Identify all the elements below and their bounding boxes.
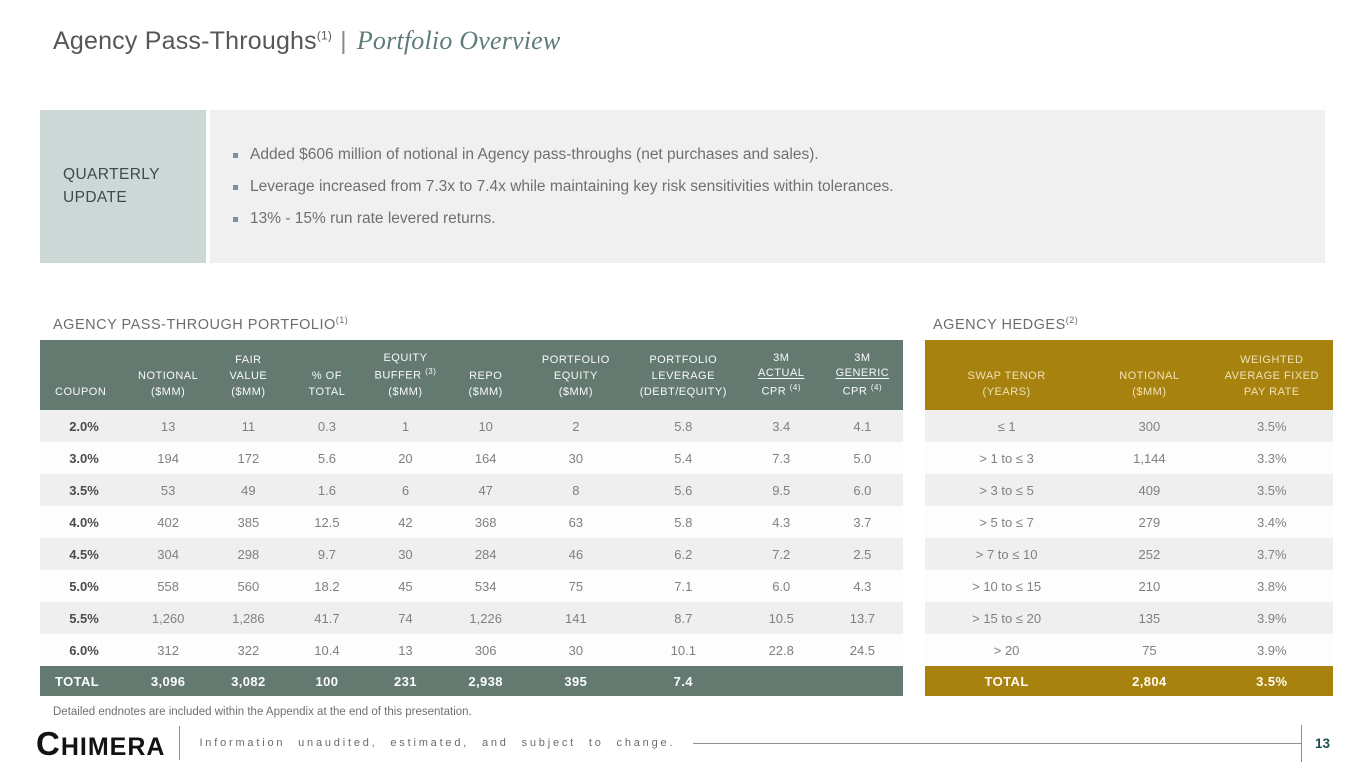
table-row (40, 474, 903, 506)
chimera-logo: CHIMERA (36, 724, 166, 762)
table-cell: 3.3% (1211, 442, 1333, 474)
table-cell: 13.7 (822, 602, 903, 634)
table-cell: 1,226 (446, 602, 526, 634)
hedges-section-title-text: AGENCY HEDGES (933, 316, 1066, 333)
table-cell: 9.5 (741, 474, 822, 506)
column-header: NOTIONAL ($MM) (1088, 340, 1210, 410)
table-cell: 10.5 (741, 602, 822, 634)
portfolio-section-title (53, 315, 348, 333)
table-cell: 49 (208, 474, 288, 506)
table-cell: 63 (526, 506, 626, 538)
table-row (40, 634, 903, 666)
page-title (53, 26, 560, 56)
table-cell: 6.2 (626, 538, 741, 570)
table-cell: 8.7 (626, 602, 741, 634)
table-cell: 6.0 (741, 570, 822, 602)
table-cell: 24.5 (822, 634, 903, 666)
table-row (40, 538, 903, 570)
table-cell: 284 (446, 538, 526, 570)
column-header: 3M GENERIC CPR $^{(4)}$ (822, 340, 903, 410)
table-cell: 368 (446, 506, 526, 538)
table-cell: 2.5 (822, 538, 903, 570)
table-cell: 7.1 (626, 570, 741, 602)
disclaimer-text: Information unaudited, estimated, and subject to change. (199, 737, 676, 749)
total-cell (822, 666, 903, 696)
column-header: WEIGHTED AVERAGE FIXED PAY RATE (1211, 340, 1333, 410)
bullet-text: Added $606 million of notional in Agency pass-throughs (net purchases and sales). (250, 145, 819, 163)
table-cell: 75 (526, 570, 626, 602)
table-cell: > 1 to ≤ 3 (925, 442, 1088, 474)
quarterly-update-band (40, 110, 1325, 263)
bullet-square-icon (233, 185, 238, 190)
table-cell: 1 (365, 410, 445, 442)
header-row (40, 340, 903, 410)
column-header: 3M ACTUAL CPR $^{(4)}$ (741, 340, 822, 410)
table-cell: 312 (128, 634, 208, 666)
table-cell: 12.5 (289, 506, 366, 538)
table-row (40, 410, 903, 442)
table-cell: > 20 (925, 634, 1088, 666)
table-row (925, 570, 1333, 602)
table-cell: 560 (208, 570, 288, 602)
table-row (40, 442, 903, 474)
total-row (40, 666, 903, 696)
table-cell: 47 (446, 474, 526, 506)
table-cell: 3.7% (1211, 538, 1333, 570)
table-cell: 3.4% (1211, 506, 1333, 538)
table-cell: 306 (446, 634, 526, 666)
column-header: EQUITY BUFFER $^{(3)}$ ($MM) (365, 340, 445, 410)
table-cell: 322 (208, 634, 288, 666)
table-cell: 8 (526, 474, 626, 506)
table-cell: 10 (446, 410, 526, 442)
table-cell: 30 (526, 634, 626, 666)
table-cell: 3.7 (822, 506, 903, 538)
table-row (925, 506, 1333, 538)
table-cell: 409 (1088, 474, 1210, 506)
table-cell: 5.5% (40, 602, 128, 634)
total-cell: 2,804 (1088, 666, 1210, 696)
total-cell: 7.4 (626, 666, 741, 696)
column-header: SWAP TENOR (YEARS) (925, 340, 1088, 410)
total-cell: 2,938 (446, 666, 526, 696)
total-cell: 3.5% (1211, 666, 1333, 696)
table-cell: 9.7 (289, 538, 366, 570)
table-row (40, 570, 903, 602)
bullet-square-icon (233, 217, 238, 222)
table-cell: 1,260 (128, 602, 208, 634)
column-header: NOTIONAL ($MM) (128, 340, 208, 410)
total-cell: 231 (365, 666, 445, 696)
table-cell: 279 (1088, 506, 1210, 538)
table-cell: 385 (208, 506, 288, 538)
table-cell: 20 (365, 442, 445, 474)
hedges-table-container (925, 340, 1333, 696)
total-cell: 100 (289, 666, 366, 696)
title-subtitle: Portfolio Overview (356, 26, 561, 55)
table-cell: 30 (365, 538, 445, 570)
table-cell: 6.0 (822, 474, 903, 506)
quarterly-update-label (40, 110, 206, 263)
quarterly-bullet-item (233, 210, 1295, 228)
page-number: 13 (1315, 735, 1331, 751)
title-separator: | (340, 27, 347, 55)
table-cell: 3.0% (40, 442, 128, 474)
table-cell: 3.5% (40, 474, 128, 506)
table-cell: 5.6 (289, 442, 366, 474)
table-cell: 11 (208, 410, 288, 442)
table-cell: 298 (208, 538, 288, 570)
total-cell: TOTAL (925, 666, 1088, 696)
table-cell: 304 (128, 538, 208, 570)
table-cell: 41.7 (289, 602, 366, 634)
quarterly-bullet-list (210, 110, 1325, 263)
table-cell: > 15 to ≤ 20 (925, 602, 1088, 634)
total-row (925, 666, 1333, 696)
table-cell: 194 (128, 442, 208, 474)
table-cell: 135 (1088, 602, 1210, 634)
table-cell: 252 (1088, 538, 1210, 570)
total-cell: 395 (526, 666, 626, 696)
table-cell: 3.8% (1211, 570, 1333, 602)
table-cell: 6.0% (40, 634, 128, 666)
table-row (40, 602, 903, 634)
table-cell: 18.2 (289, 570, 366, 602)
title-main: Agency Pass-Throughs (53, 27, 317, 55)
endnote-text: Detailed endnotes are included within the Appendix at the end of this presentation. (53, 706, 472, 718)
footer (36, 722, 1337, 764)
table-cell: 7.3 (741, 442, 822, 474)
total-cell: 3,096 (128, 666, 208, 696)
footer-rule (693, 743, 1301, 744)
total-cell: 3,082 (208, 666, 288, 696)
hedges-section-title (933, 315, 1078, 333)
column-header: PORTFOLIO EQUITY ($MM) (526, 340, 626, 410)
table-cell: 3.5% (1211, 410, 1333, 442)
quarterly-label-line1: QUARTERLY (63, 166, 160, 184)
table-cell: 5.8 (626, 506, 741, 538)
table-cell: 3.9% (1211, 634, 1333, 666)
table-cell: 10.1 (626, 634, 741, 666)
table-cell: > 10 to ≤ 15 (925, 570, 1088, 602)
table-cell: 46 (526, 538, 626, 570)
table-cell: 4.3 (822, 570, 903, 602)
table-cell: 13 (365, 634, 445, 666)
table-cell: 4.3 (741, 506, 822, 538)
table-row (40, 506, 903, 538)
column-header: REPO ($MM) (446, 340, 526, 410)
table-cell: 172 (208, 442, 288, 474)
table-cell: 534 (446, 570, 526, 602)
table-cell: 22.8 (741, 634, 822, 666)
table-cell: 6 (365, 474, 445, 506)
column-header: FAIR VALUE ($MM) (208, 340, 288, 410)
column-header: COUPON (40, 340, 128, 410)
portfolio-table (40, 340, 903, 696)
table-cell: 1,144 (1088, 442, 1210, 474)
table-cell: 558 (128, 570, 208, 602)
title-footnote-sup: (1) (316, 28, 333, 43)
bullet-text: 13% - 15% run rate levered returns. (250, 209, 496, 227)
portfolio-table-container (40, 340, 903, 696)
table-cell: 1.6 (289, 474, 366, 506)
table-cell: 74 (365, 602, 445, 634)
table-cell: 3.9% (1211, 602, 1333, 634)
header-row (925, 340, 1333, 410)
table-cell: 2.0% (40, 410, 128, 442)
table-cell: 75 (1088, 634, 1210, 666)
total-cell (741, 666, 822, 696)
table-cell: 164 (446, 442, 526, 474)
table-cell: 4.0% (40, 506, 128, 538)
table-cell: 210 (1088, 570, 1210, 602)
table-cell: 53 (128, 474, 208, 506)
table-cell: 5.4 (626, 442, 741, 474)
table-cell: 5.6 (626, 474, 741, 506)
table-cell: 10.4 (289, 634, 366, 666)
column-header: % OF TOTAL (289, 340, 366, 410)
table-cell: 3.4 (741, 410, 822, 442)
total-cell: TOTAL (40, 666, 128, 696)
table-cell: 300 (1088, 410, 1210, 442)
table-row (925, 410, 1333, 442)
table-cell: 1,286 (208, 602, 288, 634)
table-cell: 141 (526, 602, 626, 634)
column-header: PORTFOLIO LEVERAGE (DEBT/EQUITY) (626, 340, 741, 410)
table-cell: 42 (365, 506, 445, 538)
hedges-table (925, 340, 1333, 696)
table-cell: > 7 to ≤ 10 (925, 538, 1088, 570)
table-cell: 45 (365, 570, 445, 602)
table-cell: 402 (128, 506, 208, 538)
table-cell: 30 (526, 442, 626, 474)
portfolio-section-title-text: AGENCY PASS-THROUGH PORTFOLIO (53, 316, 336, 333)
table-cell: 5.8 (626, 410, 741, 442)
table-cell: 4.1 (822, 410, 903, 442)
table-cell: 5.0% (40, 570, 128, 602)
table-cell: 0.3 (289, 410, 366, 442)
footer-tick (1301, 725, 1302, 762)
table-row (925, 474, 1333, 506)
table-cell: 2 (526, 410, 626, 442)
bullet-text: Leverage increased from 7.3x to 7.4x while maintaining key risk sensitivities within tolerances. (250, 177, 894, 195)
table-cell: 13 (128, 410, 208, 442)
table-cell: ≤ 1 (925, 410, 1088, 442)
table-cell: 3.5% (1211, 474, 1333, 506)
portfolio-section-sup: (1) (335, 315, 349, 325)
table-cell: 7.2 (741, 538, 822, 570)
table-cell: 4.5% (40, 538, 128, 570)
table-cell: > 5 to ≤ 7 (925, 506, 1088, 538)
hedges-section-sup: (2) (1065, 315, 1079, 325)
table-row (925, 442, 1333, 474)
table-cell: 5.0 (822, 442, 903, 474)
quarterly-label-line2: UPDATE (63, 188, 128, 206)
table-row (925, 634, 1333, 666)
table-row (925, 602, 1333, 634)
quarterly-bullet-item (233, 178, 1295, 196)
footer-divider (179, 726, 180, 760)
quarterly-bullet-item (233, 146, 1295, 164)
table-row (925, 538, 1333, 570)
table-cell: > 3 to ≤ 5 (925, 474, 1088, 506)
bullet-square-icon (233, 153, 238, 158)
